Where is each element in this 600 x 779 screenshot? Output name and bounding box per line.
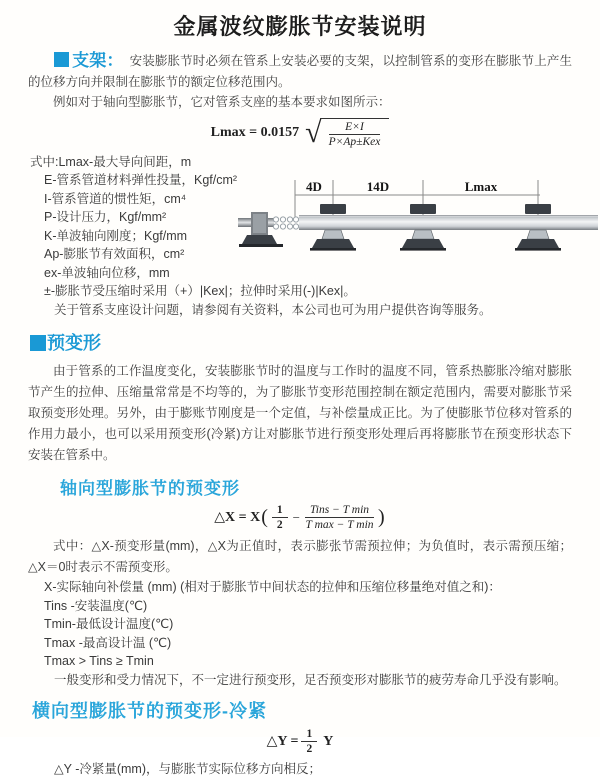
- definition-line: P-设计压力，Kgf/mm²: [44, 210, 167, 224]
- definition-line: Ap-膨胀节有效面积，cm²: [44, 247, 185, 261]
- support-example-line: 例如对于轴向型膨胀节，它对管系支座的基本要求如图所示：: [53, 95, 391, 109]
- predeform-section-heading: [30, 329, 572, 355]
- definition-line: ±-膨胀节受压缩时采用（+）|Kex|；拉伸时采用(-)|Kex|。: [44, 284, 356, 298]
- lateral-formula: [28, 728, 572, 755]
- minus-operator: −: [292, 509, 301, 525]
- sqrt-expression: [305, 115, 389, 149]
- half-denominator: 2: [276, 519, 283, 531]
- lmax-formula: [28, 115, 572, 149]
- half-fraction: [272, 504, 288, 531]
- pipe: [299, 215, 598, 230]
- lmax-fraction-numerator: E×I: [329, 121, 381, 135]
- support-intro-text: 安装膨胀节时必须在管系上安装必要的支架，以控制管系的变形在膨胀节上产生的位移方向并限制在膨胀节的额定位移范围内。: [28, 54, 572, 89]
- definition-line: X-实际轴向补偿量 (mm) (相对于膨胀节中间状态的拉伸和压缩位移量绝对值之和)：: [44, 580, 501, 594]
- radical-sign: √: [305, 115, 322, 149]
- lmax-fraction-denominator: P×Ap±Kex: [328, 135, 381, 148]
- predeform-paragraph: 由于管系的工作温度变化，安装膨胀节时的温度与工作时的温度不同，管系热膨胀冷缩对膨胀节产生的拉伸、压缩量常常是不均等的，为了膨胀节变形范围控制在额定范围内，需要对膨胀节采取预变形处理。另外，由于膨账节刚度是一个定值，与补偿量成正比。为了使膨胀节位移对管系的作用力最小，也可以采用预变形(冷紧)方让对膨胀节进行预变形处理后再将膨胀节在预变形状态下安装在管系中。: [28, 364, 572, 462]
- blue-square-icon: [30, 335, 46, 351]
- definition-line: ex-单波轴向位移，mm: [44, 265, 170, 280]
- blue-square-icon: [54, 52, 69, 67]
- dim-label-14d: 14D: [366, 178, 390, 194]
- radicand: [320, 118, 390, 148]
- support-definitions-block: [28, 153, 572, 320]
- support-section-intro: [28, 51, 572, 92]
- definition-line: Tmax -最高设计温 (℃): [44, 635, 172, 650]
- temperature-denominator: T max − T min: [305, 519, 374, 531]
- axial-subheading: 轴向型膨胀节的预变形: [60, 479, 240, 498]
- temperature-numerator: Tins − T min: [305, 504, 374, 518]
- definition-line: Tins -安装温度(℃): [44, 598, 148, 613]
- predeform-heading-text: 预变形: [47, 333, 101, 353]
- definition-line: 式中:Lmax-最大导向间距，m: [30, 154, 192, 169]
- dim-label-4d: 4D: [306, 178, 322, 194]
- lateral-subheading: 横向型膨胀节的预变形-冷紧: [32, 701, 267, 721]
- half-numerator: 1: [272, 504, 288, 518]
- lateral-half-fraction: [301, 728, 317, 755]
- axial-formula-lhs: △X = X: [214, 510, 261, 525]
- definition-line: I-管系管道的惯性矩，cm⁴: [44, 191, 187, 206]
- pipe-diagram-svg: [238, 177, 598, 281]
- pipe-diagram: [238, 177, 598, 281]
- support-section-heading: 支架：: [72, 51, 124, 70]
- lateral-formula-rhs: Y: [323, 733, 334, 749]
- dim-label-lmax: Lmax: [464, 178, 498, 194]
- open-paren: (: [261, 506, 268, 528]
- close-paren: ): [378, 506, 385, 528]
- definition-line: K-单波轴向刚度；Kgf/mm: [44, 228, 188, 243]
- page-title: 金属波纹膨胀节安装说明: [173, 14, 427, 39]
- definition-line: Tmin-最低设计温度(℃): [44, 617, 174, 631]
- lateral-half-denominator: 2: [306, 743, 313, 755]
- lmax-formula-lhs: Lmax = 0.0157: [210, 124, 300, 140]
- axial-formula: [28, 504, 572, 531]
- axial-closing-note: 一般变形和受力情况下，不一定进行预变形，足否预变形对膨胀节的疲劳寿命几乎没有影响。: [54, 672, 567, 687]
- lateral-explanation: △Y -冷紧量(mm)，与膨胀节实际位移方向相反；: [54, 762, 322, 776]
- definition-line: E-管系管道材料弹性投量，Kgf/cm²: [44, 173, 238, 187]
- axial-explanation: 式中：△X-预变形量(mm)，△X为正值时，表示膨张节需预拉伸；为负值时，表示需预压缩；△X＝0时表示不需预变形。: [28, 539, 572, 574]
- support-note-line: 关于管系支座设计问题，请参阅有关资料，本公司也可为用户提供咨询等服务。: [54, 302, 492, 317]
- bellows-icon: [273, 216, 298, 228]
- lmax-fraction: [329, 121, 381, 148]
- lateral-formula-lhs: △Y =: [266, 734, 299, 749]
- definition-line: Tmax > Tins ≥ Tmin: [44, 654, 154, 668]
- lateral-half-numerator: 1: [301, 728, 317, 742]
- temperature-fraction: [305, 504, 374, 531]
- axial-definitions-block: [28, 578, 572, 689]
